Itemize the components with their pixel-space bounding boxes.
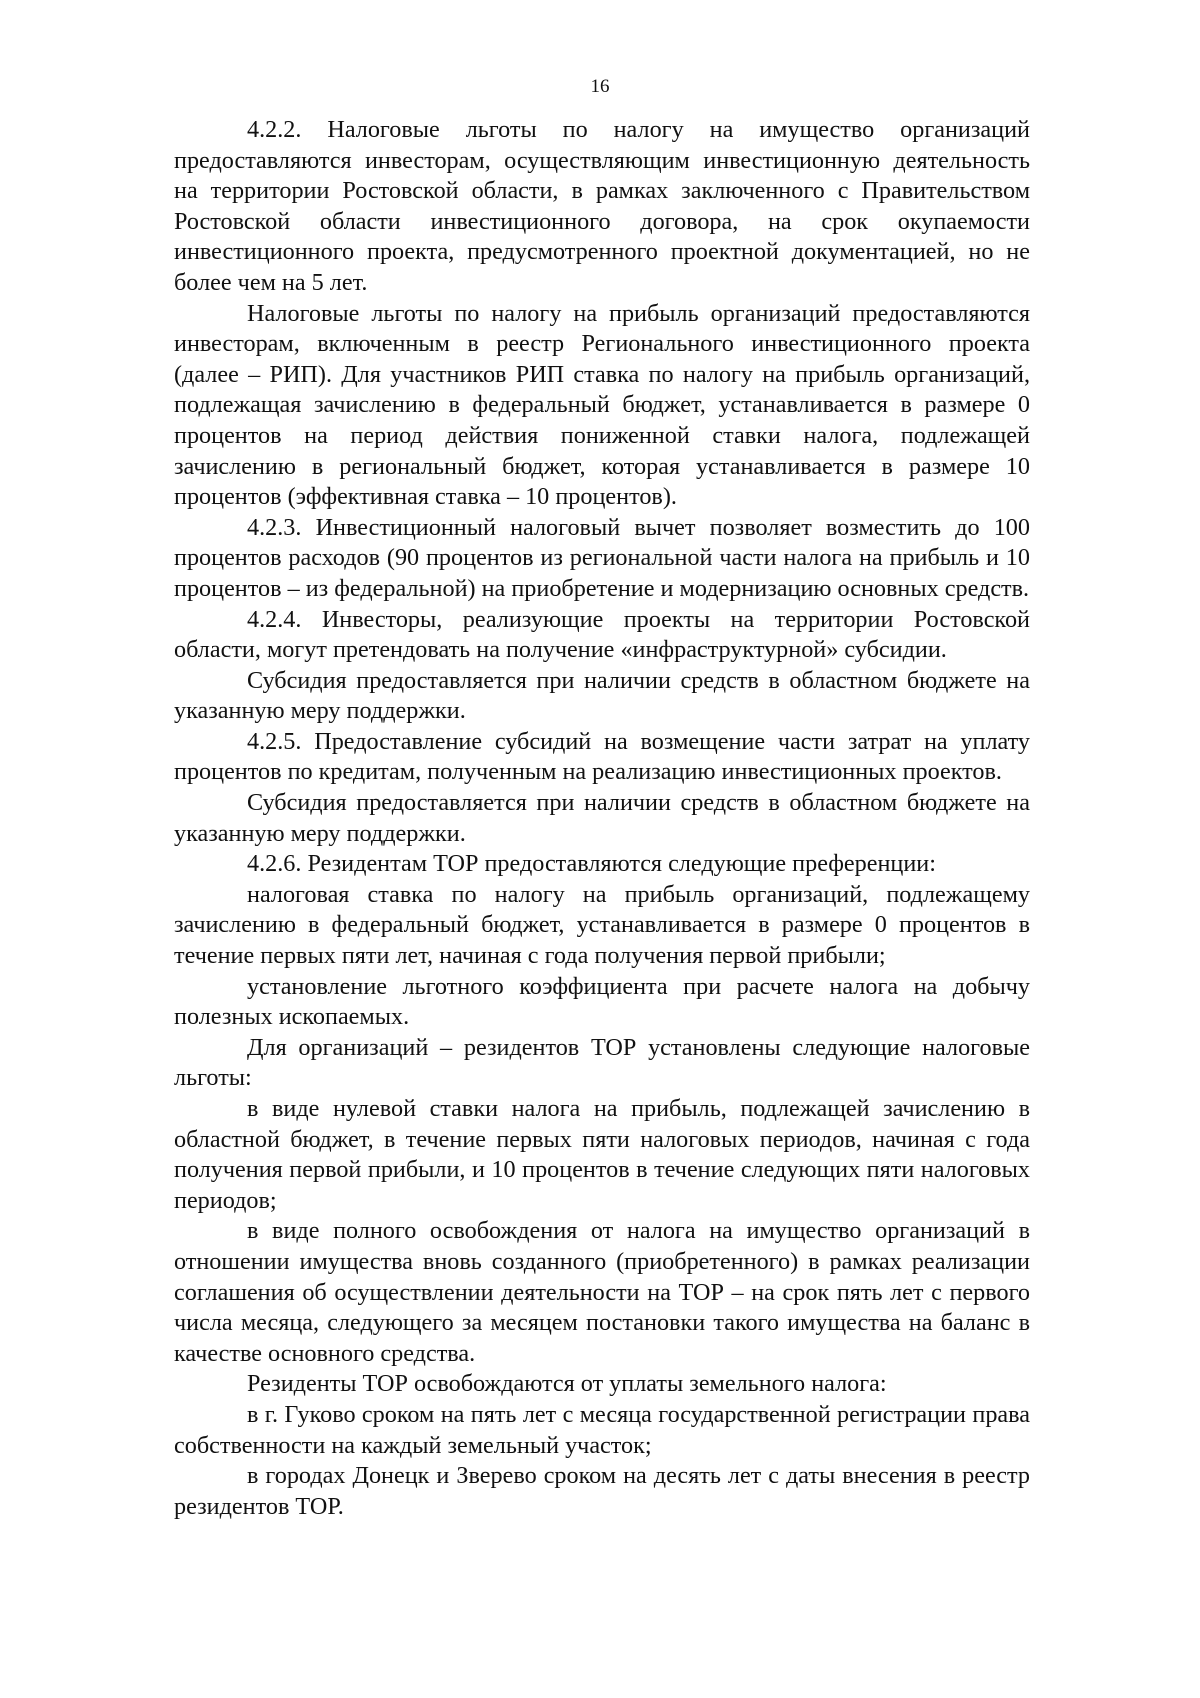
paragraph-4-2-5: 4.2.5. Предоставление субсидий на возмещение части затрат на уплату процентов по кредитам, полученным на реализацию инвестиционных проектов. (174, 727, 1030, 786)
paragraph-gukovo: в г. Гуково сроком на пять лет с месяца государственной регистрации права собственности на каждый земельный участок; (174, 1400, 1030, 1459)
paragraph-4-2-3: 4.2.3. Инвестиционный налоговый вычет позволяет возместить до 100 процентов расходов (90 процентов из региональной части налога на прибыль и 10 процентов – из федеральной) на приобретение и модернизацию основных средств. (174, 513, 1030, 602)
paragraph-tor-property-exemption: в виде полного освобождения от налога на имущество организаций в отношении имущества вновь созданного (приобретенного) в рамках реализации соглашения об осуществлении деятельности на ТОР – на срок пять лет с первого числа месяца, следующего за месяцем постановки такого имущества на баланс в качестве основного средства. (174, 1217, 1030, 1367)
paragraph-tor-land-tax-intro: Резиденты ТОР освобождаются от уплаты земельного налога: (247, 1370, 887, 1398)
paragraph-4-2-4: 4.2.4. Инвесторы, реализующие проекты на территории Ростовской области, могут претендовать на получение «инфраструктурной» субсидии. (174, 605, 1030, 664)
document-body (174, 115, 1030, 1522)
paragraph-subsidy-credit: Субсидия предоставляется при наличии средств в областном бюджете на указанную меру поддержки. (174, 789, 1030, 847)
paragraph-tor-mining-coefficient: установление льготного коэффициента при расчете налога на добычу полезных ископаемых. (174, 972, 1030, 1031)
paragraph-4-2-2: 4.2.2. Налоговые льготы по налогу на имущество организаций предоставляются инвесторам, осуществляющим инвестиционную деятельность на территории Ростовской области, в рамках заключенного с Правительством Ростовской области инвестиционного договора, на срок окупаемости инвестиционного проекта, предусмотренного проектной документацией, но не более чем на 5 лет. (174, 116, 1030, 296)
paragraph-donetsk-zverevo: в городах Донецк и Зверево сроком на десять лет с даты внесения в реестр резидентов ТОР. (174, 1462, 1030, 1520)
paragraph-tor-zero-rate: в виде нулевой ставки налога на прибыль, подлежащей зачислению в областной бюджет, в течение первых пяти налоговых периодов, начиная с года получения первой прибыли, и 10 процентов в течение следующих пяти налоговых периодов; (174, 1095, 1030, 1214)
paragraph-tor-profit-rate: налоговая ставка по налогу на прибыль организаций, подлежащему зачислению в федеральный бюджет, устанавливается в размере 0 процентов в течение первых пяти лет, начиная с года получения первой прибыли; (174, 880, 1030, 970)
page-number: 16 (590, 76, 610, 97)
paragraph-tor-tax-benefits-intro: Для организаций – резидентов ТОР установлены следующие налоговые льготы: (174, 1033, 1030, 1092)
paragraph-subsidy-infrastructure: Субсидия предоставляется при наличии средств в областном бюджете на указанную меру поддержки. (174, 666, 1030, 725)
paragraph-profit-tax-benefits: Налоговые льготы по налогу на прибыль организаций предоставляются инвесторам, включенным в реестр Регионального инвестиционного проекта (далее – РИП). Для участников РИП ставка по налогу на прибыль организаций, подлежащая зачислению в федеральный бюджет, устанавливается в размере 0 процентов на период действия пониженной ставки налога, подлежащей зачислению в региональный бюджет, которая устанавливается в размере 10 процентов (эффективная ставка – 10 процентов). (174, 299, 1030, 511)
paragraph-4-2-6: 4.2.6. Резидентам ТОР предоставляются следующие преференции: (247, 850, 936, 878)
